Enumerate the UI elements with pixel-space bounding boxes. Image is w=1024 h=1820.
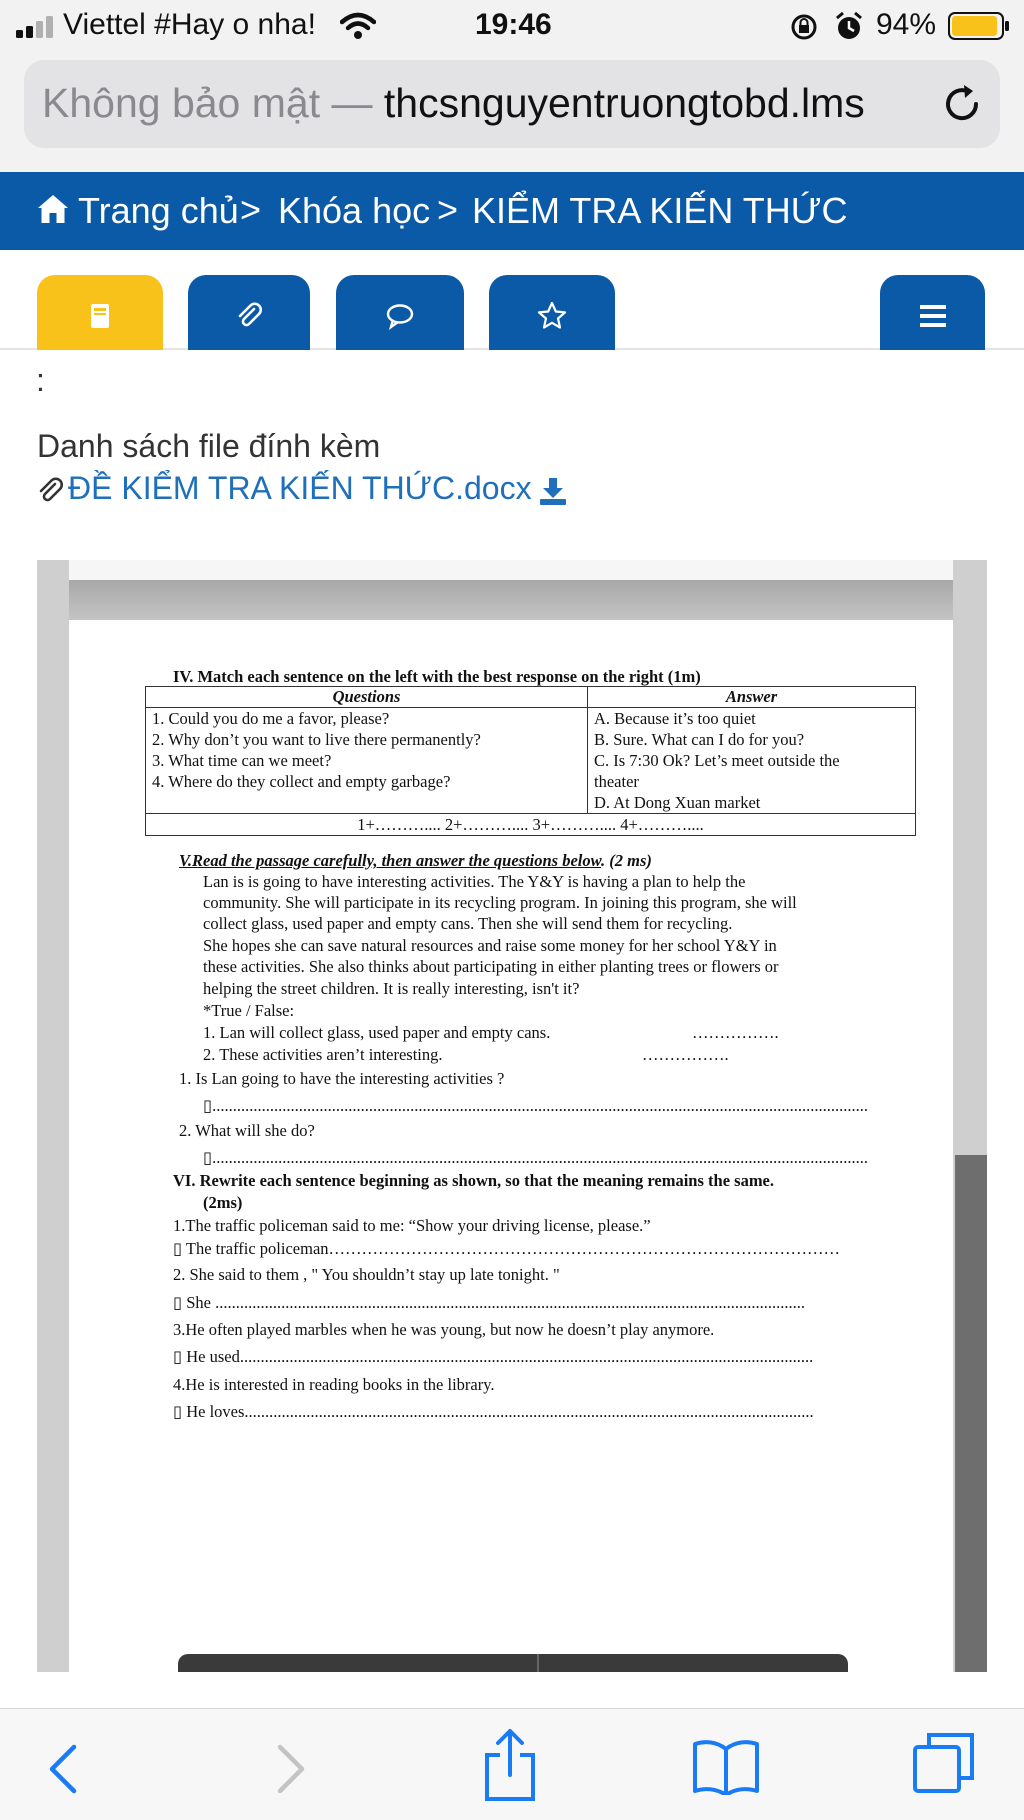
back-icon[interactable]	[46, 1743, 80, 1795]
question-item: 4. Where do they collect and empty garbage?	[152, 772, 451, 791]
download-icon[interactable]	[538, 476, 568, 506]
questions-cell	[146, 708, 588, 814]
menu-button[interactable]	[880, 275, 985, 350]
attachments-title: Danh sách file đính kèm	[37, 428, 381, 464]
true-false-blank: …………….	[692, 1023, 779, 1042]
attachment-filename: ĐỀ KIỂM TRA KIẾN THỨC.docx	[68, 470, 532, 506]
question-item: 3. What time can we meet?	[152, 751, 332, 770]
answer-item: D. At Dong Xuan market	[594, 793, 761, 812]
true-false-title: *True / False:	[203, 1001, 295, 1020]
breadcrumb	[0, 172, 1024, 250]
battery-percent: 94%	[876, 8, 937, 41]
answer-item: theater	[594, 772, 639, 791]
question-item: 1. Could you do me a favor, please?	[152, 709, 390, 728]
signal-icon	[16, 16, 58, 38]
rewrite-answer: ▯ He loves..........................................................................................................................................	[173, 1402, 814, 1421]
section-4-title: IV. Match each sentence on the left with the best response on the right (1m)	[173, 667, 701, 686]
pager-divider	[537, 1654, 539, 1672]
answer-item: B. Sure. What can I do for you?	[594, 730, 805, 749]
battery-icon	[948, 12, 1010, 40]
section-5-marks: . (2 ms)	[601, 851, 652, 870]
wifi-icon	[340, 12, 376, 40]
question-item: 2. Why don’t you want to live there permanently?	[152, 730, 481, 749]
carrier-name: Viettel #Hay o nha!	[63, 8, 316, 41]
answer-line: ▯...............................................................................................................................................................	[203, 1148, 868, 1167]
address-bar[interactable]	[24, 60, 1000, 148]
url-host: thcsnguyentruongtobd.lms	[383, 80, 865, 126]
question-line: 1. Is Lan going to have the interesting activities ?	[179, 1069, 505, 1088]
passage-line: these activities. She also thinks about participating in either planting trees or flowers or	[203, 957, 779, 976]
section-6-marks: (2ms)	[203, 1193, 243, 1212]
browser-toolbar	[0, 1708, 1024, 1820]
book-icon	[85, 301, 115, 331]
description-text: :	[36, 362, 45, 398]
answers-cell	[588, 708, 916, 814]
true-false-blank: …………….	[642, 1045, 729, 1064]
tab-content[interactable]	[37, 275, 163, 350]
star-icon	[537, 301, 567, 331]
passage-line: community. She will participate in its recycling program. In joining this program, she will	[203, 893, 797, 912]
status-bar	[0, 0, 1024, 52]
breadcrumb-courses[interactable]: Khóa học	[278, 190, 431, 231]
clock-time: 19:46	[475, 8, 552, 41]
passage-line: She hopes she can save natural resources and raise some money for her school Y&Y in	[203, 936, 777, 955]
comment-icon	[385, 301, 415, 331]
home-icon[interactable]	[36, 192, 70, 226]
viewer-scrollbar[interactable]	[955, 1155, 987, 1672]
menu-icon	[918, 301, 948, 331]
reload-icon[interactable]	[940, 82, 984, 126]
rewrite-sentence: 1.The traffic policeman said to me: “Show your driving license, please.”	[173, 1216, 651, 1235]
questions-header: Questions	[146, 687, 588, 708]
document-viewer[interactable]	[37, 560, 987, 1672]
tab-attachments[interactable]	[188, 275, 310, 350]
browser-address-area	[0, 52, 1024, 172]
course-tabs	[0, 250, 1024, 350]
battery-fill	[952, 16, 997, 36]
attachment-link[interactable]	[36, 470, 568, 507]
question-line: 2. What will she do?	[179, 1121, 315, 1140]
tab-comments[interactable]	[336, 275, 464, 350]
forward-icon[interactable]	[274, 1743, 308, 1795]
breadcrumb-home[interactable]: Trang chủ	[78, 190, 239, 231]
alarm-icon	[835, 12, 863, 42]
section-6-title: VI. Rewrite each sentence beginning as shown, so that the meaning remains the same.	[173, 1171, 775, 1190]
document-content	[37, 560, 987, 1672]
section-5-title	[179, 850, 652, 871]
tabs-icon[interactable]	[912, 1731, 976, 1795]
matching-table	[145, 686, 916, 836]
not-secure-label: Không bảo mật —	[42, 80, 373, 126]
rewrite-answer: ▯ The traffic policeman…………………………………………………………………………………	[173, 1239, 841, 1258]
rewrite-sentence: 4.He is interested in reading books in the library.	[173, 1375, 495, 1394]
rotation-lock-icon	[790, 13, 818, 41]
paperclip-icon	[234, 301, 264, 331]
breadcrumb-separator: >	[240, 189, 262, 230]
passage-line: Lan is is going to have interesting activities. The Y&Y is having a plan to help the	[203, 872, 746, 891]
breadcrumb-current: KIỂM TRA KIẾN THỨC	[472, 190, 848, 231]
share-icon[interactable]	[482, 1727, 538, 1803]
true-false-item: 1. Lan will collect glass, used paper and empty cans.	[203, 1023, 551, 1042]
true-false-item: 2. These activities aren’t interesting.	[203, 1045, 443, 1064]
answer-header: Answer	[588, 687, 916, 708]
page-navigation-bar[interactable]	[178, 1654, 848, 1672]
address-text[interactable]	[42, 80, 932, 127]
breadcrumb-separator: >	[437, 189, 459, 230]
rewrite-answer: ▯ He used...........................................................................................................................................	[173, 1347, 814, 1366]
paperclip-icon	[36, 476, 64, 506]
rewrite-sentence: 3.He often played marbles when he was young, but now he doesn’t play anymore.	[173, 1320, 715, 1339]
rewrite-sentence: 2. She said to them , " You shouldn’t stay up late tonight. "	[173, 1265, 560, 1284]
tab-favorites[interactable]	[489, 275, 615, 350]
answer-blanks: 1+……….... 2+……….... 3+……….... 4+………....	[146, 814, 916, 836]
answer-item: A. Because it’s too quiet	[594, 709, 756, 728]
answer-item: C. Is 7:30 Ok? Let’s meet outside the	[594, 751, 840, 770]
passage-line: helping the street children. It is really interesting, isn't it?	[203, 979, 580, 998]
answer-line: ▯...............................................................................................................................................................	[203, 1096, 868, 1115]
passage-line: collect glass, used paper and empty cans. Then she will send them for recycling.	[203, 914, 733, 933]
rewrite-answer: ▯ She ...............................................................................................................................................	[173, 1293, 805, 1312]
bookmarks-icon[interactable]	[692, 1737, 760, 1795]
section-5-heading: V.Read the passage carefully, then answer the questions below	[179, 851, 602, 870]
